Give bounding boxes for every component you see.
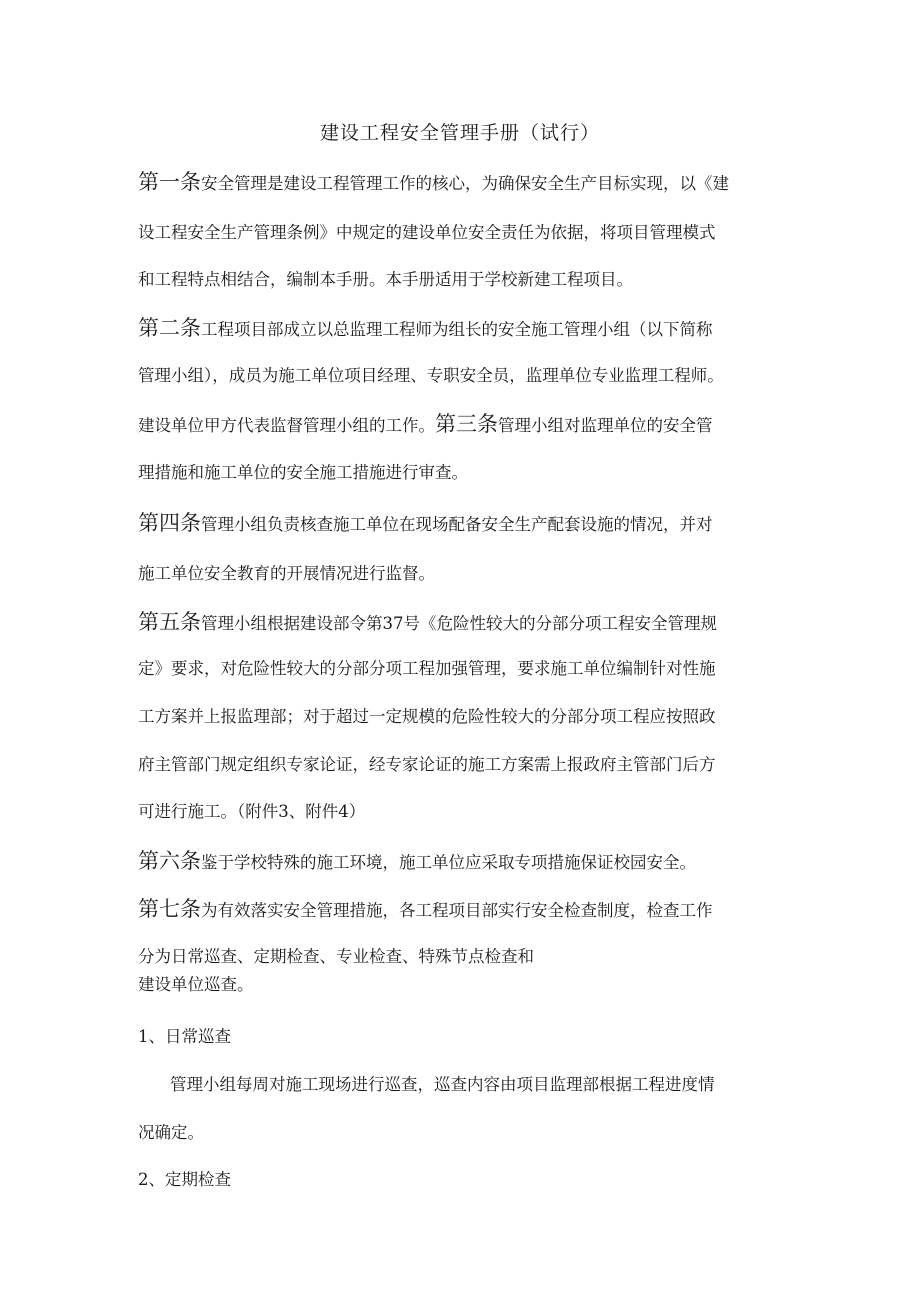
text-line <box>138 562 435 586</box>
text-line <box>138 657 716 681</box>
article-heading: 第七条 <box>138 897 201 921</box>
article-heading: 第六条 <box>138 849 201 873</box>
text-line <box>138 897 713 923</box>
article-heading: 第二条 <box>138 316 201 340</box>
line-text: 管理小组对监理单位的安全管 <box>498 416 713 435</box>
article-heading: 第五条 <box>138 610 201 634</box>
line-text: 管理小组），成员为施工单位项目经理、专职安全员，监理单位专业监理工程师。 <box>138 366 724 385</box>
line-text: 可进行施工。（附件3、附件4） <box>138 802 366 821</box>
line-text: 工方案并上报监理部；对于超过一定规模的危险性较大的分部分项工程应按照政 <box>138 707 716 726</box>
line-text: 管理小组负责核查施工单位在现场配备安全生产配套设施的情况，并对 <box>201 515 713 534</box>
line-text: 和工程特点相结合，编制本手册。本手册适用于学校新建工程项目。 <box>138 270 633 289</box>
line-text: 管理小组每周对施工现场进行巡查，巡查内容由项目监理部根据工程进度情 <box>170 1075 715 1094</box>
line-text: 定》要求，对危险性较大的分部分项工程加强管理，要求施工单位编制针对性施 <box>138 659 716 678</box>
line-text: 1、日常巡查 <box>138 1027 231 1046</box>
line-text: 况确定。 <box>138 1123 204 1142</box>
text-line <box>138 511 713 537</box>
text-line <box>138 364 724 388</box>
line-text: 分为日常巡查、定期检查、专业检查、特殊节点检查和 <box>138 947 534 966</box>
line-text: 理措施和施工单位的安全施工措施进行审查。 <box>138 463 468 482</box>
text-line <box>138 973 254 997</box>
text-line <box>138 800 365 824</box>
line-text: 建设单位甲方代表监督管理小组的工作。 <box>138 416 435 435</box>
line-text: 施工单位安全教育的开展情况进行监督。 <box>138 564 435 583</box>
text-line <box>138 849 696 875</box>
line-text: 府主管部门规定组织专家论证，经专家论证的施工方案需上报政府主管部门后方 <box>138 755 716 774</box>
line-text: 2、定期检查 <box>138 1170 231 1189</box>
article-heading: 第三条 <box>435 412 498 436</box>
text-line <box>138 945 534 969</box>
line-text: 为有效落实安全管理措施，各工程项目部实行安全检查制度，检查工作 <box>201 901 713 920</box>
text-line <box>138 221 716 245</box>
line-text: 管理小组根据建设部令第37号《危险性较大的分部分项工程安全管理规 <box>201 614 717 633</box>
document-title: 建设工程安全管理手册（试行） <box>319 122 600 144</box>
text-line <box>138 170 729 196</box>
line-text: 建设单位巡查。 <box>138 975 254 994</box>
article-heading: 第一条 <box>138 170 201 194</box>
text-line <box>138 753 716 777</box>
line-text: 工程项目部成立以总监理工程师为组长的安全施工管理小组（以下简称 <box>201 320 713 339</box>
text-line <box>138 461 468 485</box>
text-line <box>138 412 713 438</box>
text-line <box>138 1121 204 1145</box>
section-heading <box>138 1025 231 1049</box>
line-text: 安全管理是建设工程管理工作的核心，为确保安全生产目标实现，以《建 <box>201 174 729 193</box>
text-line <box>170 1073 715 1097</box>
text-line <box>138 316 713 342</box>
line-text: 设工程安全生产管理条例》中规定的建设单位安全责任为依据，将项目管理模式 <box>138 223 716 242</box>
article-heading: 第四条 <box>138 511 201 535</box>
section-heading <box>138 1168 231 1192</box>
line-text: 鉴于学校特殊的施工环境，施工单位应采取专项措施保证校园安全。 <box>201 853 696 872</box>
text-line <box>138 610 717 636</box>
text-line <box>138 268 633 292</box>
text-line <box>138 705 716 729</box>
